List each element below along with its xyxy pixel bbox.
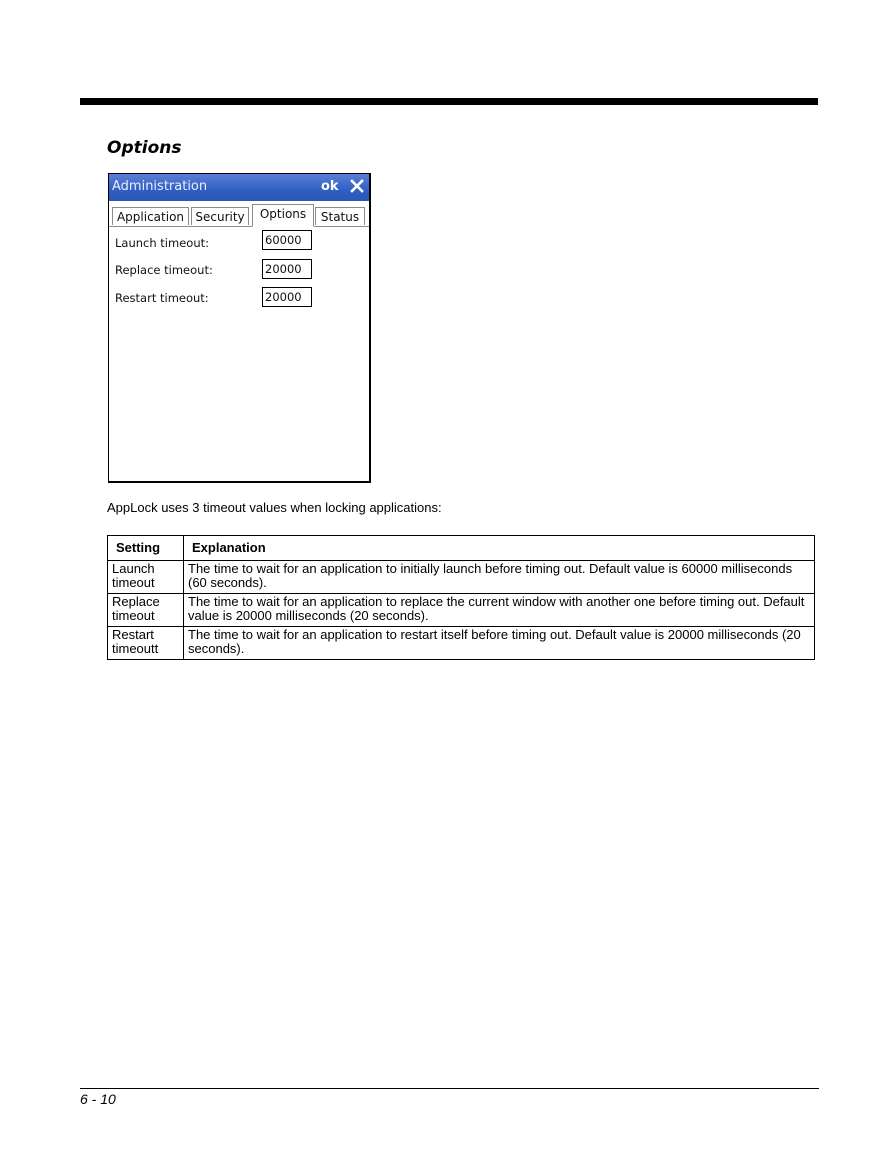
restart-timeout-label: Restart timeout:	[115, 291, 209, 305]
table-row	[108, 561, 815, 594]
setting-cell: Launch timeout	[108, 561, 184, 594]
column-header-explanation: Explanation	[184, 536, 815, 561]
setting-cell: Restart timeoutt	[108, 627, 184, 660]
setting-cell: Replace timeout	[108, 594, 184, 627]
explanation-cell: The time to wait for an application to initially launch before timing out. Default value is 60000 milliseconds (60 seconds).	[184, 561, 815, 594]
tab-status[interactable]: Status	[315, 207, 365, 225]
section-title: Options	[107, 138, 182, 158]
explanation-cell: The time to wait for an application to restart itself before timing out. Default value is 20000 milliseconds (20 seconds).	[184, 627, 815, 660]
tab-bar	[109, 204, 369, 227]
tab-application[interactable]: Application	[112, 207, 189, 225]
window-title: Administration	[112, 179, 208, 194]
launch-timeout-label: Launch timeout:	[115, 236, 209, 250]
timeout-settings-table	[107, 535, 815, 660]
restart-timeout-input[interactable]: 20000	[262, 287, 312, 307]
replace-timeout-label: Replace timeout:	[115, 263, 213, 277]
table-header-row	[108, 536, 815, 561]
close-icon[interactable]	[348, 177, 366, 195]
column-header-setting: Setting	[108, 536, 184, 561]
page-number: 6 - 10	[80, 1091, 116, 1107]
table-row	[108, 627, 815, 660]
intro-text: AppLock uses 3 timeout values when locking applications:	[107, 500, 442, 515]
title-bar	[109, 174, 369, 201]
replace-timeout-input[interactable]: 20000	[262, 259, 312, 279]
ok-button[interactable]: ok	[321, 179, 339, 194]
explanation-cell: The time to wait for an application to replace the current window with another one before timing out. Default value is 20000 milliseconds (20 seconds).	[184, 594, 815, 627]
launch-timeout-input[interactable]: 60000	[262, 230, 312, 250]
top-rule	[80, 98, 818, 105]
administration-window-screenshot	[108, 173, 371, 483]
tab-security[interactable]: Security	[191, 207, 249, 225]
table-row	[108, 594, 815, 627]
bottom-rule	[80, 1088, 819, 1089]
tab-options[interactable]: Options	[252, 204, 314, 227]
